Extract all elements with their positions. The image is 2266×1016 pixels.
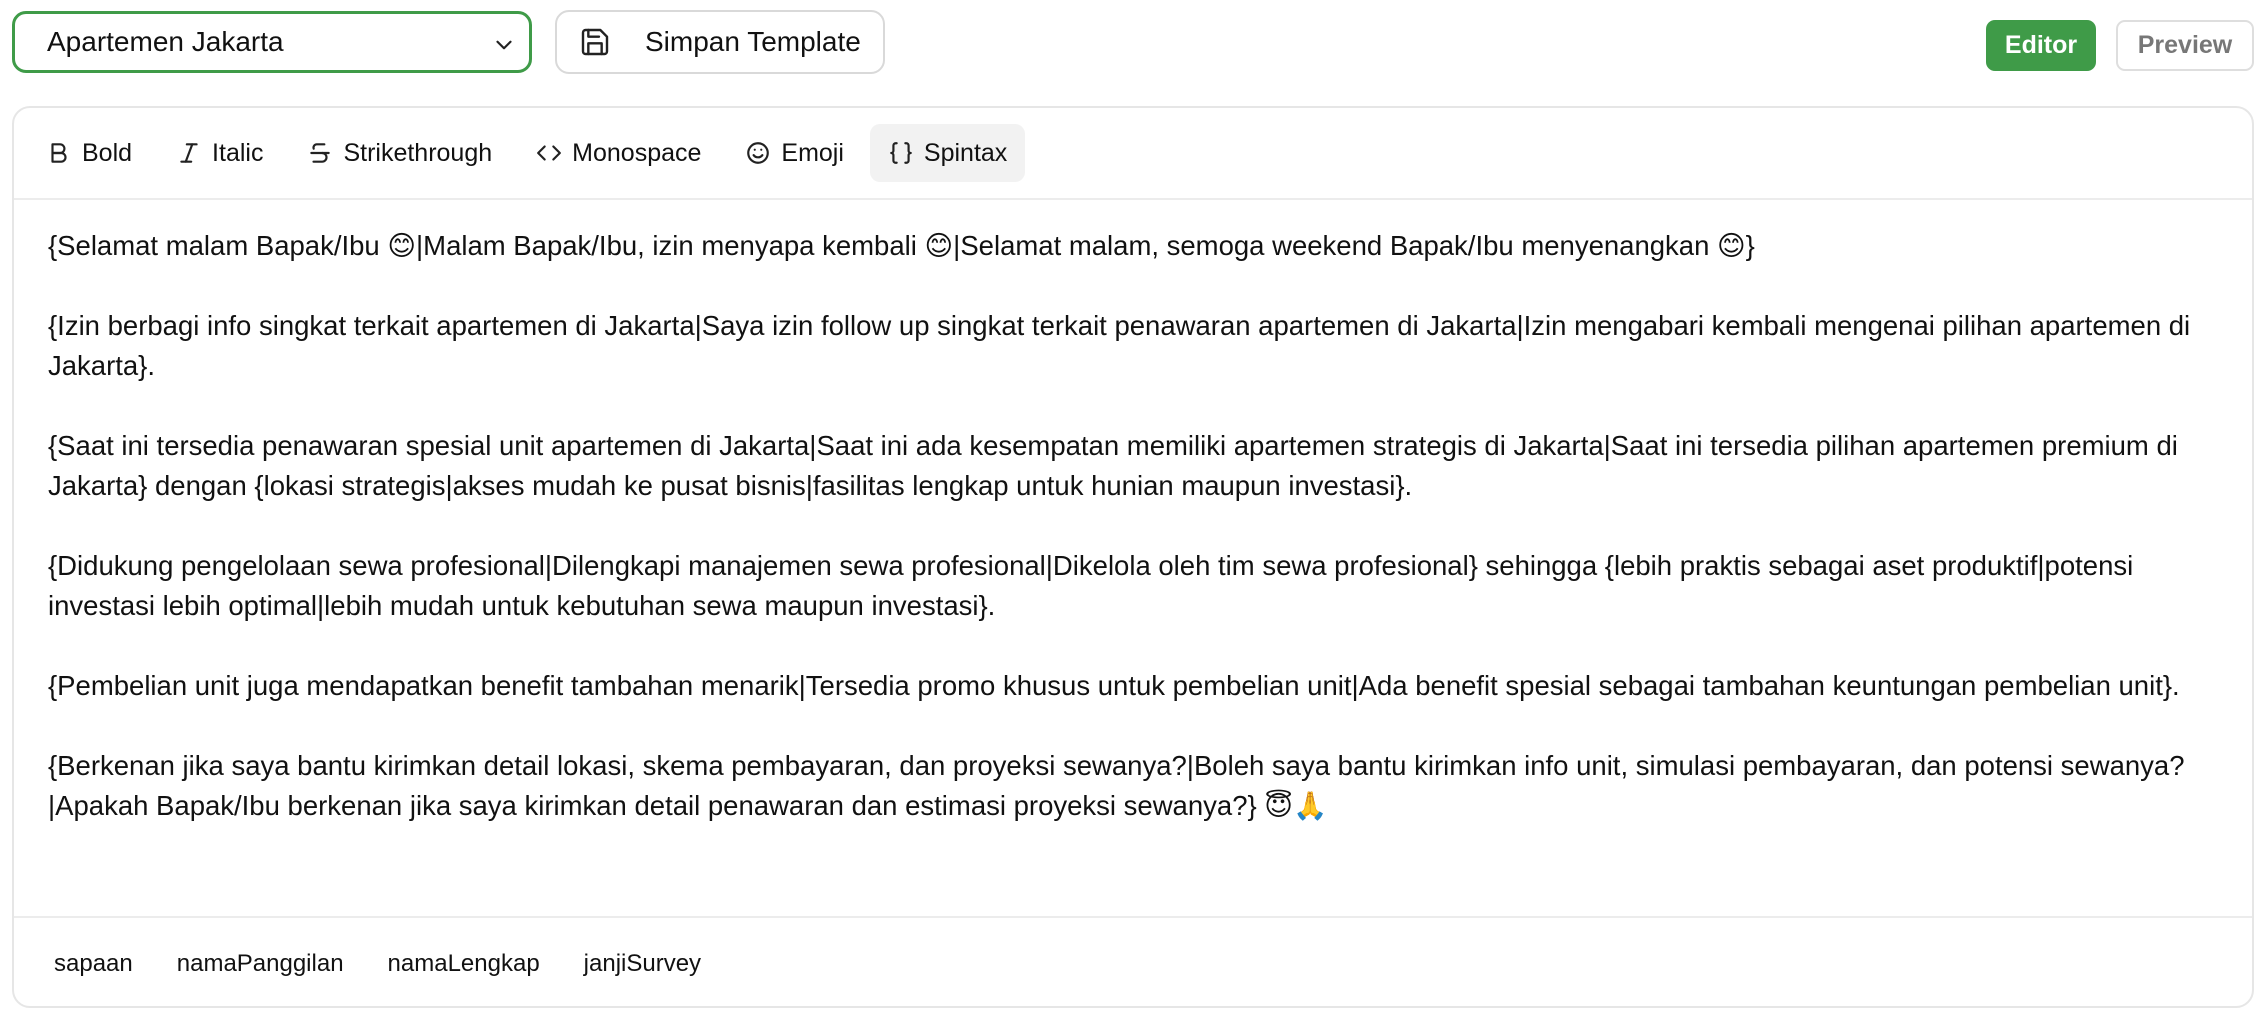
strikethrough-label: Strikethrough [343,138,493,167]
editor-mode-button[interactable]: Editor [1986,20,2096,71]
emoji-button[interactable] [727,124,862,182]
chevron-down-icon [491,32,517,58]
variable-bar [14,918,2252,1008]
format-toolbar [14,108,2252,200]
preview-mode-button[interactable]: Preview [2116,20,2254,71]
top-toolbar [0,0,2266,86]
emoji-icon [745,140,771,166]
variable-janji-survey[interactable]: janjiSurvey [583,950,702,977]
message-editor [12,106,2254,1008]
template-select[interactable] [12,11,532,73]
italic-button[interactable] [158,124,281,182]
save-icon [579,26,611,58]
template-select-value: Apartemen Jakarta [47,26,284,57]
monospace-button[interactable] [518,124,719,182]
variable-nama-lengkap[interactable]: namaLengkap [387,950,540,977]
strikethrough-icon [307,140,333,166]
strikethrough-button[interactable] [289,124,510,182]
italic-icon [176,140,202,166]
emoji-label: Emoji [781,138,844,167]
save-template-button[interactable] [555,10,885,74]
bold-button[interactable] [28,124,150,182]
variable-nama-panggilan[interactable]: namaPanggilan [176,950,344,977]
monospace-label: Monospace [572,138,702,167]
code-icon [536,140,562,166]
save-template-label: Simpan Template [645,26,861,57]
bold-label: Bold [82,138,133,167]
braces-icon [888,140,914,166]
spintax-button[interactable] [870,124,1025,182]
message-textarea[interactable]: {Selamat malam Bapak/Ibu 😊|Malam Bapak/Ibu, izin menyapa kembali 😊|Selamat malam, semoga weekend Bapak/Ibu menyenangkan 😊} {Izin berbagi info singkat terkait apartemen di Jakarta|Saya izin follow up singkat terkait penawaran apartemen di Jakarta|Izin mengabari kembali mengenai pilihan apartemen di Jakarta}. {Saat ini tersedia penawaran spesial unit apartemen di Jakarta|Saat ini ada kesempatan memiliki apartemen strategis di Jakarta|Saat ini tersedia pilihan apartemen premium di Jakarta} dengan {lokasi strategis|akses mudah ke pusat bisnis|fasilitas lengkap untuk hunian maupun investasi}. {Didukung pengelolaan sewa profesional|Dilengkapi manajemen sewa profesional|Dikelola oleh tim sewa profesional} sehingga {lebih praktis sebagai aset produktif|potensi investasi lebih optimal|lebih mudah untuk kebutuhan sewa maupun investasi}. {Pembelian unit juga mendapatkan benefit tambahan menarik|Tersedia promo khusus untuk pembelian unit|Ada benefit spesial sebagai tambahan keuntungan pembelian unit}. {Berkenan jika saya bantu kirimkan detail lokasi, skema pembayaran, dan proyeksi sewanya?|Boleh saya bantu kirimkan info unit, simulasi pembayaran, dan potensi sewanya?|Apakah Bapak/Ibu berkenan jika saya kirimkan detail penawaran dan estimasi proyeksi sewanya?} 😇🙏 [14,200,2252,918]
bold-icon [46,140,72,166]
spintax-label: Spintax [923,138,1008,167]
variable-sapaan[interactable]: sapaan [54,950,133,977]
italic-label: Italic [212,138,264,167]
